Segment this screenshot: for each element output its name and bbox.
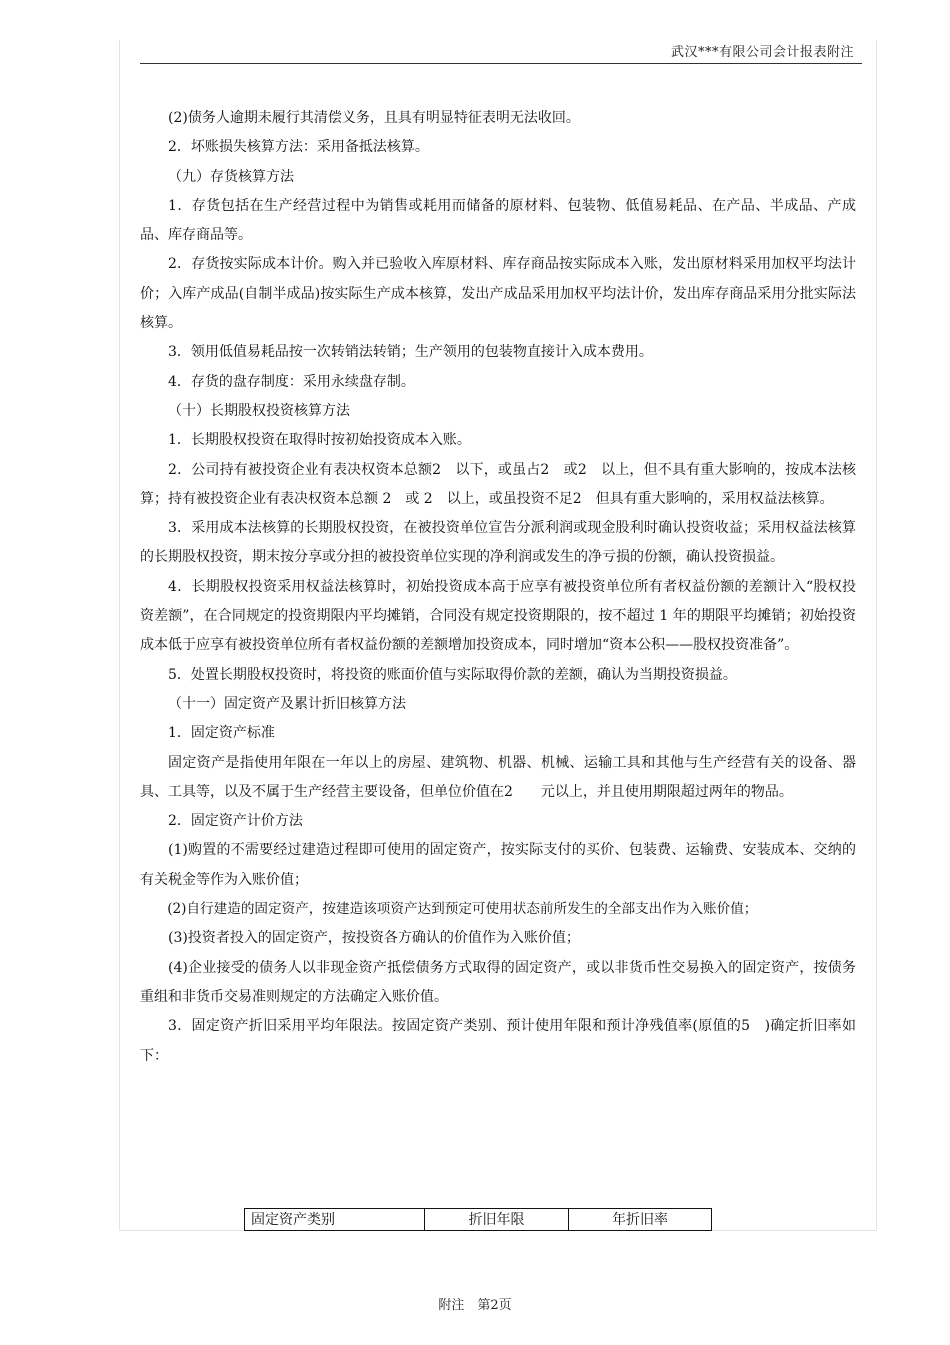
paragraph: 4．存货的盘存制度：采用永续盘存制。	[168, 373, 415, 390]
table-header-cell: 折旧年限	[425, 1209, 569, 1231]
table-header-cell: 年折旧率	[569, 1209, 712, 1231]
paragraph: 固定资产是指使用年限在一年以上的房屋、建筑物、机器、机械、运输工具和其他与生产经营有关的设备、器具、工具等，以及不属于生产经营主要设备，但单位价值在2 元以上，并且使用期限超过两年的物品。	[140, 754, 856, 800]
document-body	[140, 104, 856, 1071]
paragraph: (1)购置的不需要经过建造过程即可使用的固定资产，按实际支付的买价、包装费、运输费、安装成本、交纳的有关税金等作为入账价值；	[140, 842, 856, 888]
section-heading: （十）长期股权投资核算方法	[168, 402, 350, 419]
paragraph: (3)投资者投入的固定资产，按投资各方确认的价值作为入账价值；	[168, 930, 580, 947]
paragraph: 5．处置长期股权投资时，将投资的账面价值与实际取得价款的差额，确认为当期投资损益。	[168, 666, 737, 683]
paragraph: 1．长期股权投资在取得时按初始投资成本入账。	[168, 432, 471, 449]
paragraph: (2)自行建造的固定资产，按建造该项资产达到预定可使用状态前所发生的全部支出作为入账价值；	[167, 901, 758, 918]
paragraph: (4)企业接受的债务人以非现金资产抵偿债务方式取得的固定资产，或以非货币性交易换入的固定资产，按债务重组和非货币交易准则规定的方法确定入账价值。	[140, 959, 856, 1005]
section-heading: （九）存货核算方法	[168, 168, 294, 185]
paragraph: 3．领用低值易耗品按一次转销法转销；生产领用的包装物直接计入成本费用。	[168, 344, 653, 361]
paragraph: 2．坏账损失核算方法：采用备抵法核算。	[168, 139, 429, 156]
paragraph: 1．固定资产标准	[168, 725, 275, 742]
paragraph: 4．长期股权投资采用权益法核算时，初始投资成本高于应享有被投资单位所有者权益份额的差额计入“股权投资差额”，在合同规定的投资期限内平均摊销，合同没有规定投资期限的，按不超过 1 年的期限平均摊销；初始投资成本低于应享有被投资单位所有者权益份额的差额增加投资成本，同时增加“资本公积——股权投资准备”。	[140, 578, 856, 654]
paragraph: 3．固定资产折旧采用平均年限法。按固定资产类别、预计使用年限和预计净残值率(原值的5 )确定折旧率如下：	[140, 1018, 856, 1064]
paragraph: 2．固定资产计价方法	[168, 813, 303, 830]
paragraph: 2．公司持有被投资企业有表决权资本总额2 以下，或虽占2 或2 以上，但不具有重大影响的，按成本法核算；持有被投资企业有表决权资本总额 2 或 2 以上，或虽投资不足2 但具有重大影响的，采用权益法核算。	[140, 461, 856, 507]
paragraph: 1．存货包括在生产经营过程中为销售或耗用而储备的原材料、包装物、低值易耗品、在产品、半成品、产成品、库存商品等。	[140, 197, 856, 244]
table-header-cell: 固定资产类别	[245, 1209, 425, 1231]
section-heading: （十一）固定资产及累计折旧核算方法	[168, 695, 406, 712]
header-title: 武汉***有限公司会计报表附注	[670, 45, 854, 60]
paragraph: 3．采用成本法核算的长期股权投资，在被投资单位宣告分派利润或现金股利时确认投资收益；采用权益法核算的长期股权投资，期末按分享或分担的被投资单位实现的净利润或发生的净亏损的份额，确认投资损益。	[140, 520, 856, 566]
depreciation-table	[244, 1208, 712, 1231]
paragraph: 2．存货按实际成本计价。购入并已验收入库原材料、库存商品按实际成本入账，发出原材料采用加权平均法计价；入库产成品(自制半成品)按实际生产成本核算，发出产成品采用加权平均法计价，发出库存商品采用分批实际法核算。	[140, 256, 856, 332]
table-header-row	[245, 1209, 712, 1231]
page-footer: 附注 第2页	[438, 1298, 512, 1313]
paragraph: (2)债务人逾期未履行其清偿义务，且具有明显特征表明无法收回。	[168, 110, 580, 126]
header-rule	[140, 63, 862, 64]
